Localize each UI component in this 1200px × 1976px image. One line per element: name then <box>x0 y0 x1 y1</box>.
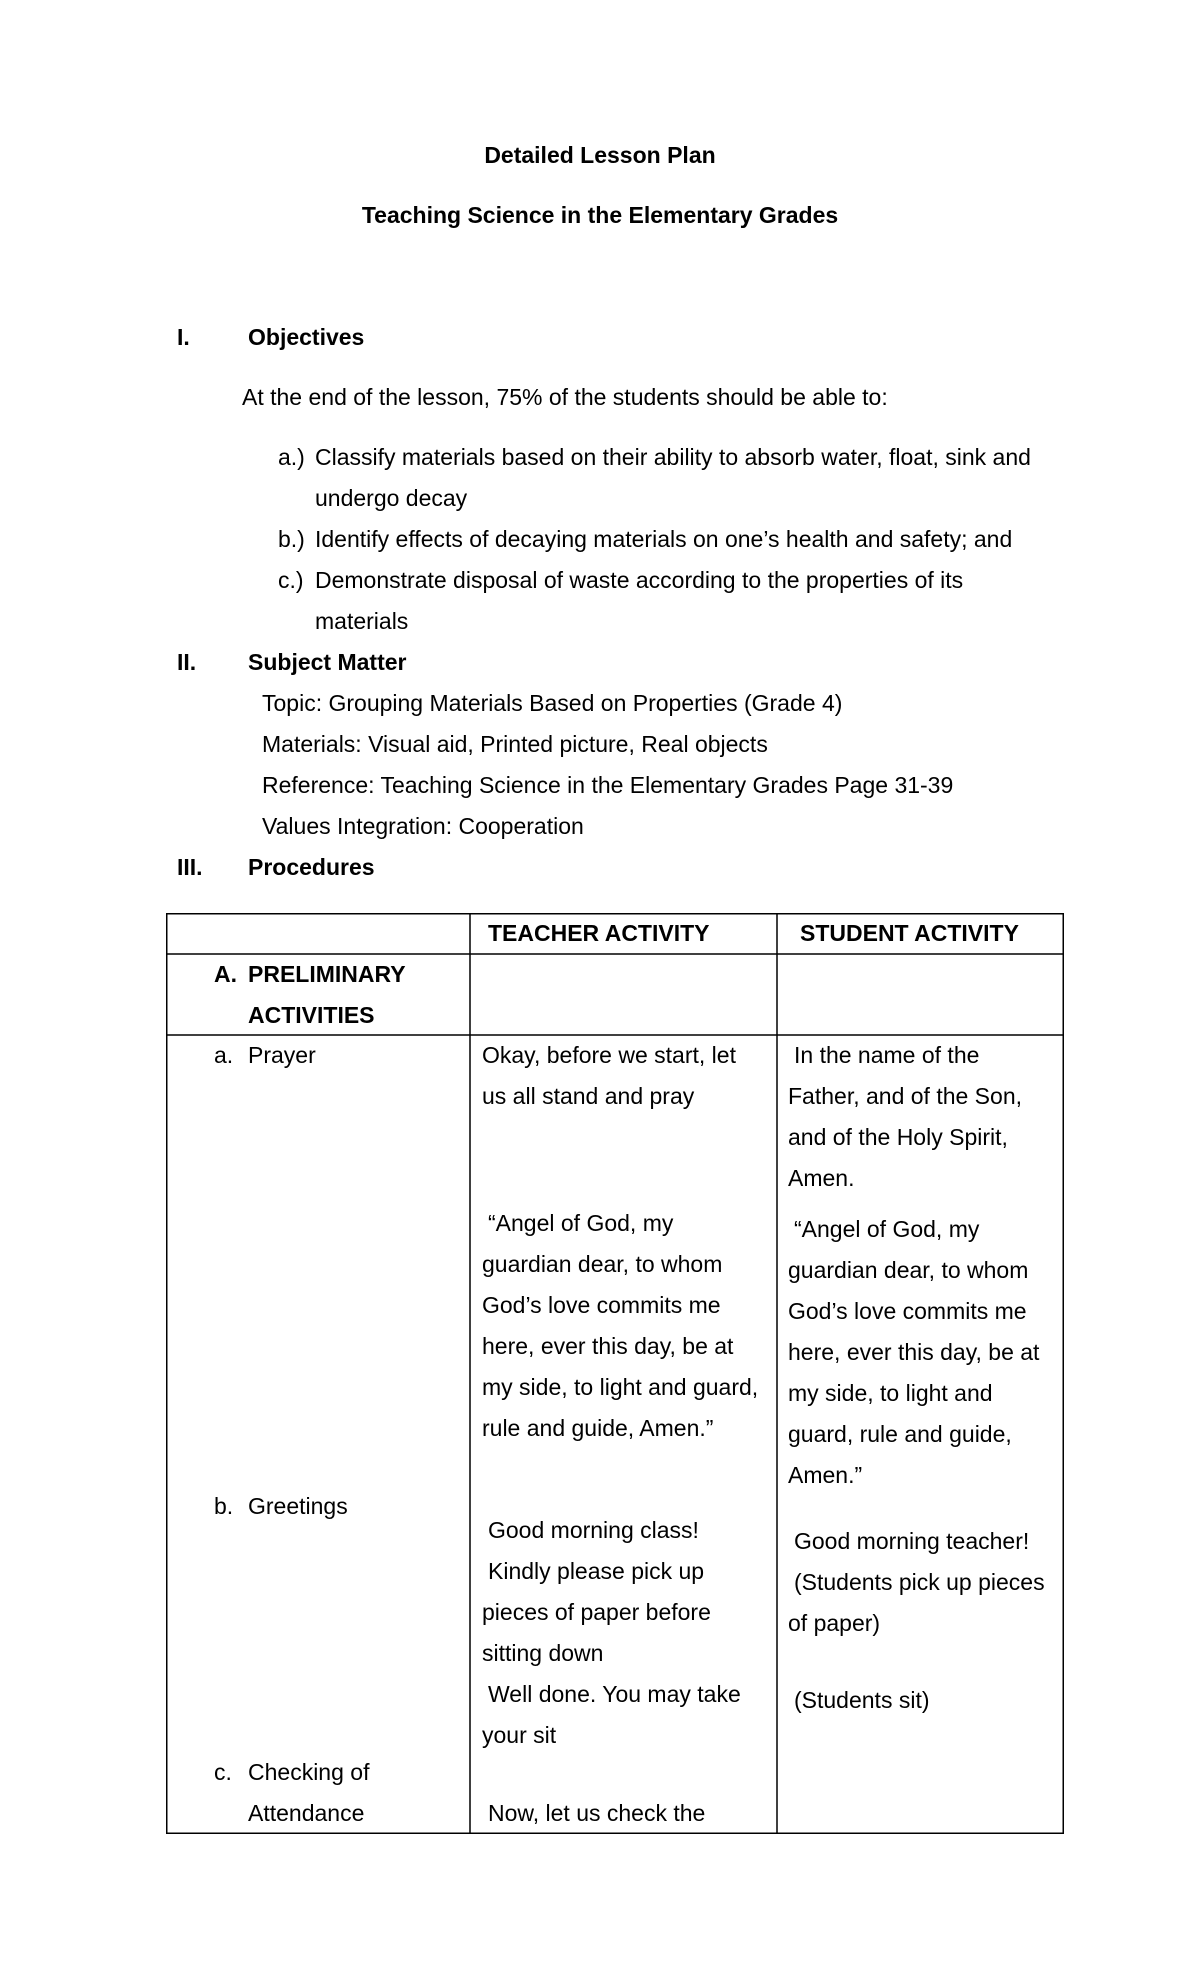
objective-letter-a: a.) <box>278 444 305 470</box>
teacher-angel-line-4: here, ever this day, be at <box>482 1333 734 1359</box>
section-a-line-1: PRELIMINARY <box>248 961 406 987</box>
header-teacher-activity: TEACHER ACTIVITY <box>488 920 710 946</box>
section-a-line-2: ACTIVITIES <box>248 1002 375 1028</box>
step-c-line-1: Checking of <box>248 1759 370 1785</box>
section-heading-subject-matter: Subject Matter <box>248 649 407 675</box>
teacher-angel-line-1: “Angel of God, my <box>488 1210 674 1236</box>
student-greeting-line-3: of paper) <box>788 1610 881 1636</box>
student-angel-line-3: God’s love commits me <box>788 1298 1027 1324</box>
subject-reference: Reference: Teaching Science in the Elementary Grades Page 31-39 <box>262 772 954 798</box>
student-sit: (Students sit) <box>794 1687 930 1713</box>
teacher-angel-line-3: God’s love commits me <box>482 1292 721 1318</box>
teacher-attendance-line-1: Now, let us check the <box>488 1800 706 1826</box>
teacher-prayer-line-2: us all stand and pray <box>482 1083 695 1109</box>
document-subtitle: Teaching Science in the Elementary Grades <box>361 202 839 228</box>
subject-values: Values Integration: Cooperation <box>262 813 584 839</box>
step-c-line-2: Attendance <box>248 1800 365 1826</box>
objective-a-line-1: Classify materials based on their ability to absorb water, float, sink and <box>315 444 1031 470</box>
section-heading-procedures: Procedures <box>248 854 375 880</box>
subject-topic: Topic: Grouping Materials Based on Properties (Grade 4) <box>262 690 843 716</box>
student-angel-line-7: Amen.” <box>788 1462 863 1488</box>
header-student-activity: STUDENT ACTIVITY <box>800 920 1019 946</box>
student-greeting-line-1: Good morning teacher! <box>794 1528 1030 1554</box>
teacher-welldone-line-2: your sit <box>482 1722 557 1748</box>
section-a-letter: A. <box>214 961 237 987</box>
teacher-pickup-line-2: pieces of paper before <box>482 1599 711 1625</box>
objective-c-line-1: Demonstrate disposal of waste according to the properties of its <box>315 567 964 593</box>
student-prayer-line-3: and of the Holy Spirit, <box>788 1124 1008 1150</box>
student-angel-line-6: guard, rule and guide, <box>788 1421 1012 1447</box>
teacher-welldone-line-1: Well done. You may take <box>488 1681 741 1707</box>
objective-letter-b: b.) <box>278 526 305 552</box>
step-b-label: Greetings <box>248 1493 348 1519</box>
student-prayer-line-2: Father, and of the Son, <box>788 1083 1022 1109</box>
subject-materials: Materials: Visual aid, Printed picture, Real objects <box>262 731 768 757</box>
teacher-pickup-line-3: sitting down <box>482 1640 604 1666</box>
student-prayer-line-1: In the name of the <box>794 1042 980 1068</box>
objective-c-line-2: materials <box>315 608 409 634</box>
section-heading-objectives: Objectives <box>248 324 365 350</box>
objective-b-line-1: Identify effects of decaying materials on one’s health and safety; and <box>315 526 1013 552</box>
student-greeting-line-2: (Students pick up pieces <box>794 1569 1045 1595</box>
step-b-letter: b. <box>214 1493 234 1519</box>
student-prayer-line-4: Amen. <box>788 1165 855 1191</box>
document-title: Detailed Lesson Plan <box>484 142 716 168</box>
section-numeral-procedures: III. <box>177 854 203 880</box>
step-a-letter: a. <box>214 1042 234 1068</box>
teacher-pickup-line-1: Kindly please pick up <box>488 1558 705 1584</box>
teacher-angel-line-5: my side, to light and guard, <box>482 1374 759 1400</box>
section-numeral-objectives: I. <box>177 324 190 350</box>
step-c-letter: c. <box>214 1759 232 1785</box>
teacher-greeting: Good morning class! <box>488 1517 699 1543</box>
teacher-prayer-line-1: Okay, before we start, let <box>482 1042 736 1068</box>
objectives-intro: At the end of the lesson, 75% of the students should be able to: <box>242 384 888 410</box>
section-numeral-subject-matter: II. <box>177 649 197 675</box>
student-angel-line-1: “Angel of God, my <box>794 1216 980 1242</box>
teacher-angel-line-6: rule and guide, Amen.” <box>482 1415 714 1441</box>
teacher-angel-line-2: guardian dear, to whom <box>482 1251 723 1277</box>
procedures-table <box>166 913 1064 1834</box>
step-a-label: Prayer <box>248 1042 316 1068</box>
student-angel-line-5: my side, to light and <box>788 1380 993 1406</box>
objective-letter-c: c.) <box>278 567 304 593</box>
student-angel-line-2: guardian dear, to whom <box>788 1257 1029 1283</box>
student-angel-line-4: here, ever this day, be at <box>788 1339 1040 1365</box>
objective-a-line-2: undergo decay <box>315 485 468 511</box>
